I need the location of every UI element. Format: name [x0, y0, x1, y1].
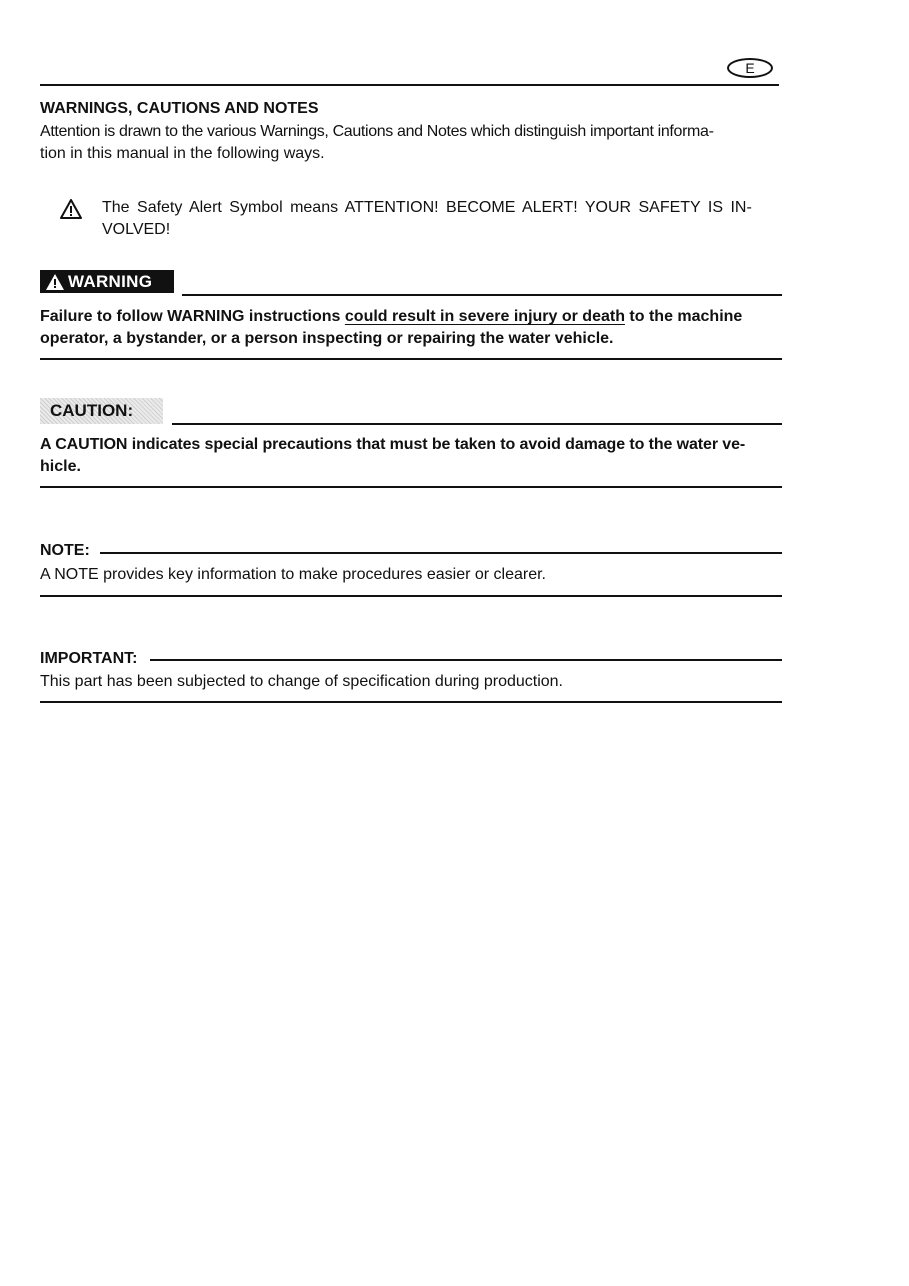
note-top-rule	[100, 552, 782, 554]
important-top-rule	[150, 659, 782, 661]
important-label: IMPORTANT:	[40, 650, 138, 667]
caution-bottom-rule	[40, 486, 782, 488]
header-divider	[40, 84, 779, 86]
caution-line-1: A CAUTION indicates special precautions that must be taken to avoid damage to the water ve-	[40, 436, 746, 453]
important-text: This part has been subjected to change of specification during production.	[40, 673, 563, 690]
caution-label: CAUTION:	[40, 398, 163, 424]
warning-label	[40, 270, 174, 293]
note-label: NOTE:	[40, 542, 90, 559]
safety-alert-line-1: The Safety Alert Symbol means ATTENTION! BECOME ALERT! YOUR SAFETY IS IN-	[102, 199, 752, 216]
warning-label-text: WARNING	[68, 272, 153, 291]
safety-alert-line-2: VOLVED!	[102, 221, 171, 238]
intro-line-2: tion in this manual in the following ways.	[40, 145, 325, 162]
caution-top-rule	[172, 423, 782, 425]
warning-line-2: operator, a bystander, or a person inspecting or repairing the water vehicle.	[40, 330, 614, 347]
note-text: A NOTE provides key information to make procedures easier or clearer.	[40, 566, 546, 583]
intro-line-1: Attention is drawn to the various Warnings, Cautions and Notes which distinguish important informa-	[40, 123, 714, 140]
language-badge: E	[727, 58, 773, 78]
warning-line-1: Failure to follow WARNING instructions could result in severe injury or death to the machine	[40, 308, 743, 325]
caution-line-2: hicle.	[40, 458, 81, 475]
warning-triangle-icon	[46, 274, 64, 290]
warning-bottom-rule	[40, 358, 782, 360]
note-bottom-rule	[40, 595, 782, 597]
warning-top-rule	[182, 294, 782, 296]
important-bottom-rule	[40, 701, 782, 703]
page-title: WARNINGS, CAUTIONS AND NOTES	[40, 100, 319, 117]
warning-triangle-icon	[60, 199, 82, 224]
